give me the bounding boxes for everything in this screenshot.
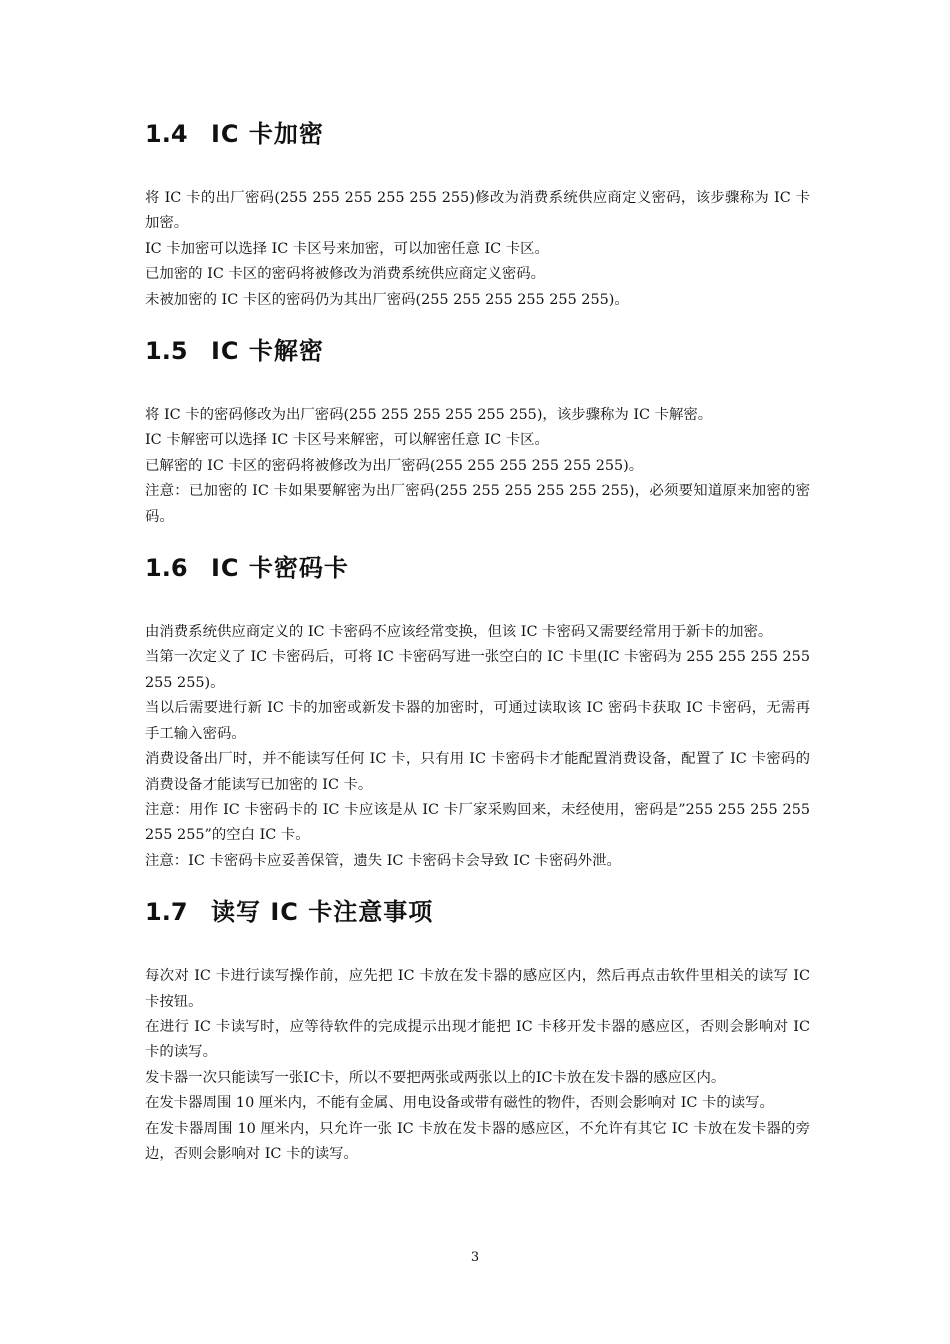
section-number: 1.6 [145, 554, 188, 583]
section-read-write-notes [145, 892, 810, 1167]
section-ic-card-encryption [145, 114, 810, 313]
paragraph: 注意：已加密的 IC 卡如果要解密为出厂密码(255 255 255 255 255 255)，必须要知道原来加密的密码。 [145, 483, 810, 525]
section-number: 1.7 [145, 898, 188, 927]
section-heading [145, 331, 810, 371]
paragraph: 当以后需要进行新 IC 卡的加密或新发卡器的加密时，可通过读取该 IC 密码卡获取 IC 卡密码，无需再手工输入密码。 [145, 700, 810, 742]
paragraph: 将 IC 卡的密码修改为出厂密码(255 255 255 255 255 255)，该步骤称为 IC 卡解密。 [145, 407, 713, 424]
paragraph: 在进行 IC 卡读写时，应等待软件的完成提示出现才能把 IC 卡移开发卡器的感应区，否则会影响对 IC 卡的读写。 [145, 1018, 810, 1061]
paragraph: 注意：用作 IC 卡密码卡的 IC 卡应该是从 IC 卡厂家采购回来，未经使用，密码是”255 255 255 255 255 255”的空白 IC 卡。 [145, 801, 810, 844]
section-heading [145, 548, 810, 588]
paragraph: IC 卡解密可以选择 IC 卡区号来解密，可以解密任意 IC 卡区。 [145, 432, 549, 449]
section-number: 1.4 [145, 120, 188, 148]
section-title: IC 卡加密 [211, 120, 324, 148]
section-body [145, 403, 810, 530]
paragraph: 注意：IC 卡密码卡应妥善保管，遗失 IC 卡密码卡会导致 IC 卡密码外泄。 [145, 852, 621, 869]
section-ic-password-card [145, 548, 810, 874]
section-title: IC 卡解密 [211, 337, 324, 366]
paragraph: 消费设备出厂时，并不能读写任何 IC 卡，只有用 IC 卡密码卡才能配置消费设备，配置了 IC 卡密码的消费设备才能读写已加密的 IC 卡。 [145, 751, 810, 793]
page-number: 3 [470, 1250, 480, 1265]
paragraph: 将 IC 卡的出厂密码(255 255 255 255 255 255)修改为消费系统供应商定义密码，该步骤称为 IC 卡加密。 [145, 190, 810, 232]
section-heading [145, 892, 810, 932]
section-spacer [145, 530, 810, 548]
section-body [145, 964, 810, 1167]
section-ic-card-decryption [145, 331, 810, 530]
paragraph: 在发卡器周围 10 厘米内，不能有金属、用电设备或带有磁性的物件，否则会影响对 IC 卡的读写。 [145, 1095, 774, 1112]
paragraph: 由消费系统供应商定义的 IC 卡密码不应该经常变换，但该 IC 卡密码又需要经常用于新卡的加密。 [145, 624, 773, 641]
section-spacer [145, 874, 810, 892]
paragraph: 每次对 IC 卡进行读写操作前，应先把 IC 卡放在发卡器的感应区内，然后再点击软件里相关的读写 IC 卡按钮。 [145, 968, 810, 1010]
paragraph: 发卡器一次只能读写一张IC卡，所以不要把两张或两张以上的IC卡放在发卡器的感应区内。 [145, 1069, 726, 1086]
paragraph: 未被加密的 IC 卡区的密码仍为其出厂密码(255 255 255 255 255 255)。 [145, 291, 629, 308]
page-content [145, 114, 810, 1167]
section-spacer [145, 313, 810, 331]
paragraph: 在发卡器周围 10 厘米内，只允许一张 IC 卡放在发卡器的感应区，不允许有其它 IC 卡放在发卡器的旁边，否则会影响对 IC 卡的读写。 [145, 1120, 810, 1162]
section-number: 1.5 [145, 337, 188, 366]
paragraph: 已解密的 IC 卡区的密码将被修改为出厂密码(255 255 255 255 255 255)。 [145, 457, 644, 474]
section-title: 读写 IC 卡注意事项 [211, 898, 434, 927]
section-heading [145, 114, 810, 154]
section-body [145, 620, 810, 874]
section-body [145, 186, 810, 313]
paragraph: 已加密的 IC 卡区的密码将被修改为消费系统供应商定义密码。 [145, 266, 546, 283]
paragraph: 当第一次定义了 IC 卡密码后，可将 IC 卡密码写进一张空白的 IC 卡里(IC 卡密码为 255 255 255 255 255 255)。 [145, 649, 810, 691]
paragraph: IC 卡加密可以选择 IC 卡区号来加密，可以加密任意 IC 卡区。 [145, 240, 549, 257]
section-title: IC 卡密码卡 [211, 554, 349, 583]
